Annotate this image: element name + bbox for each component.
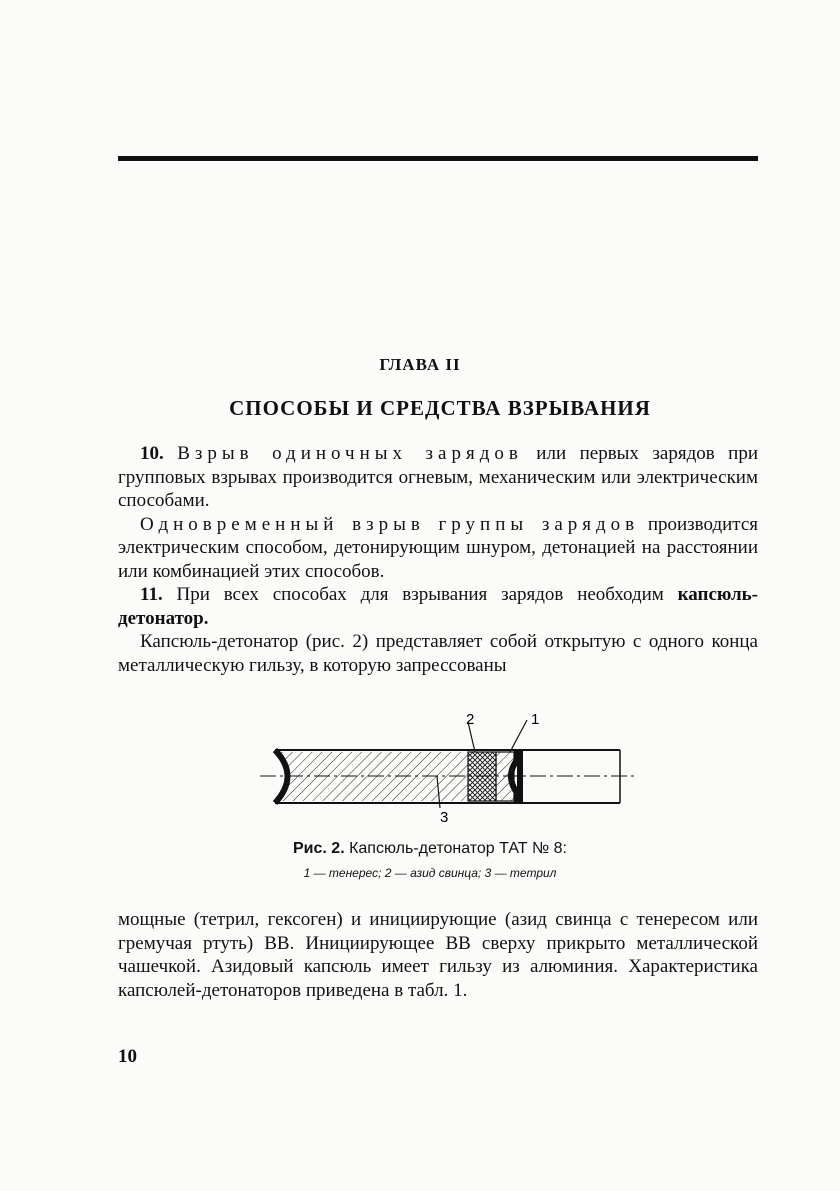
detonator-figure xyxy=(255,700,635,830)
paragraph-13 xyxy=(118,908,758,1002)
figure-legend: 1 — тенерес; 2 — азид свинца; 3 — тетрил xyxy=(303,866,557,880)
paragraph-text: Капсюль-детонатор (рис. 2) представляет собой открытую с одного конца металлическую гильзу, в которую запрессованы xyxy=(118,631,758,676)
bold-term: капсюль-детонатор. xyxy=(118,584,758,629)
paragraph-10b xyxy=(118,513,758,584)
chapter-title: СПОСОБЫ И СРЕДСТВА ВЗРЫВАНИЯ xyxy=(229,396,651,420)
caption-text: Капсюль-детонатор ТАТ № 8: xyxy=(344,840,567,857)
spaced-phrase: Взрыв одиночных зарядов xyxy=(177,443,523,464)
paragraph-text: производится электрическим способом, детонирующим шнуром, детонацией на расстоянии или комбинацией этих способов. xyxy=(118,513,758,582)
paragraph-12 xyxy=(118,630,758,677)
text-block-lower xyxy=(118,908,758,1002)
text-block-upper xyxy=(118,442,758,677)
page-number: 10 xyxy=(118,1046,137,1067)
caption-label: Рис. 2. xyxy=(293,840,345,857)
paragraph-number: 11. xyxy=(140,584,163,605)
callout-3: 3 xyxy=(440,809,449,826)
paragraph-11 xyxy=(118,583,758,630)
paragraph-10 xyxy=(118,442,758,513)
figure-caption xyxy=(0,840,840,858)
leader-line-1 xyxy=(510,720,527,752)
paragraph-text: мощные (тетрил, гексоген) и инициирующие (азид свинца с тенересом или гремучая ртуть) ВВ. Инициирующее ВВ сверху прикрыто металлической чашечкой. Азидовый капсюль имеет гильзу из алюминия. Характеристика капсюлей-детонаторов приведена в табл. 1. xyxy=(118,909,758,1001)
paragraph-text: или первых зарядов при групповых взрывах производится огневым, механическим или электрическим способами. xyxy=(118,443,759,511)
callout-1: 1 xyxy=(531,711,540,728)
spaced-phrase: Одновременный взрыв группы зарядов xyxy=(140,513,640,535)
callout-2: 2 xyxy=(466,711,475,728)
paragraph-text: При всех способах для взрывания зарядов необходим xyxy=(162,584,678,605)
paragraph-number: 10. xyxy=(140,443,164,464)
chapter-label: ГЛАВА II xyxy=(379,355,461,374)
top-rule xyxy=(118,156,758,161)
